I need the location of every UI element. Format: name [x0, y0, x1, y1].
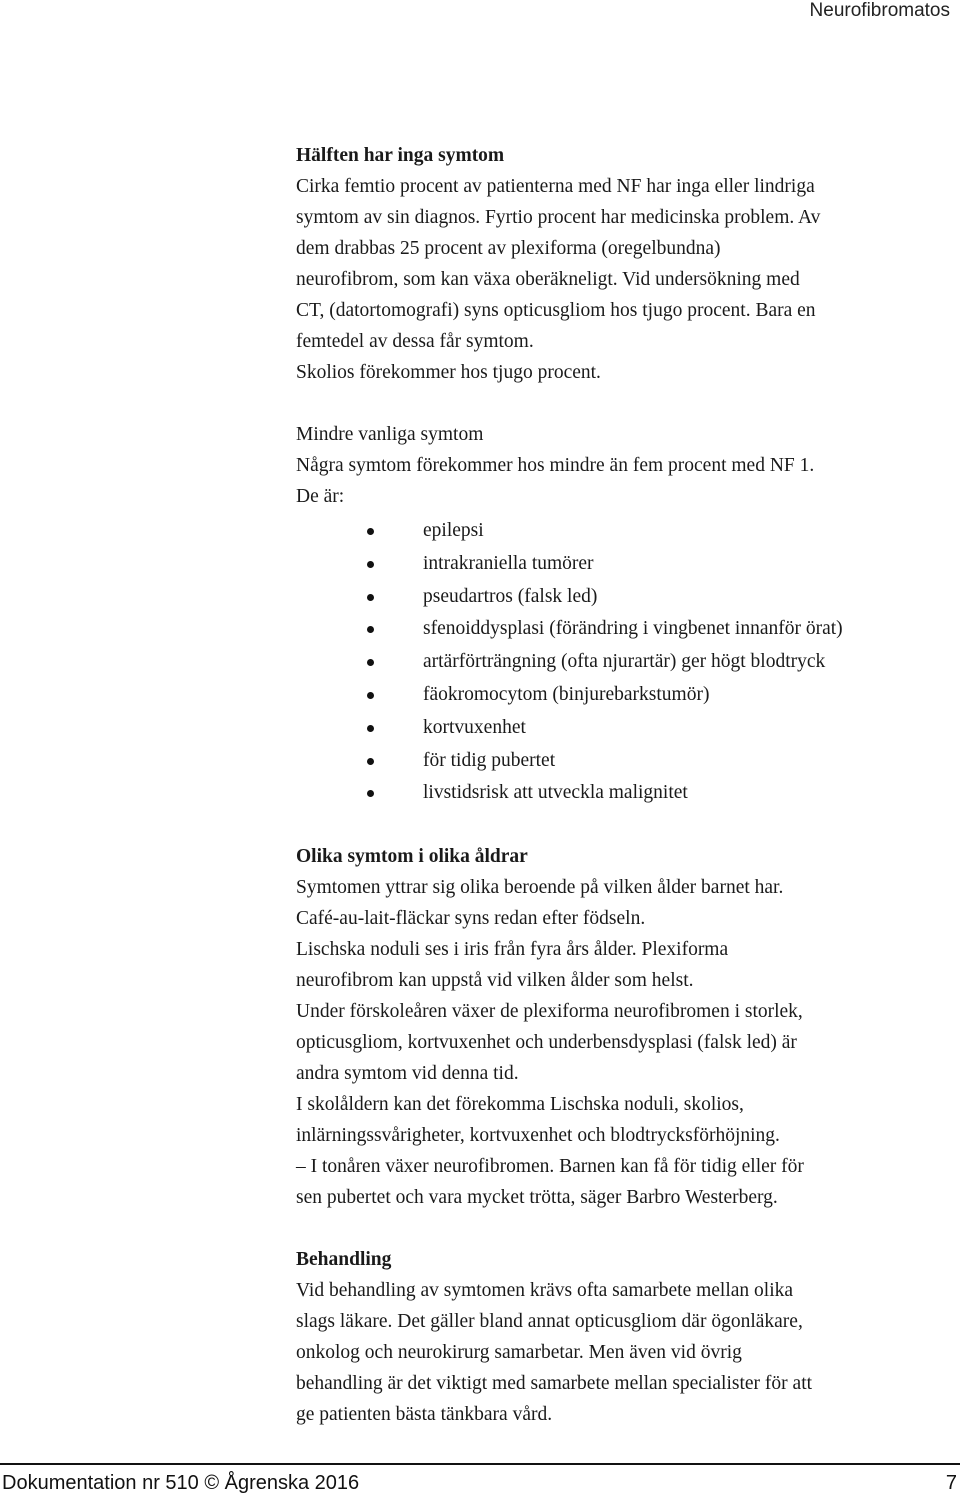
bullet-icon: [367, 561, 374, 568]
page-number: 7: [945, 1472, 957, 1494]
page-content: [296, 140, 936, 1461]
text-line: Vid behandling av symtomen krävs ofta samarbete mellan olika: [296, 1280, 794, 1302]
section-behandling: [296, 1244, 936, 1430]
list-item-text: intrakraniella tumörer: [423, 552, 594, 574]
bullet-icon: [367, 659, 374, 666]
text-line: Symtomen yttrar sig olika beroende på vilken ålder barnet har.: [296, 877, 784, 899]
list-item: [0, 646, 936, 679]
section-heading: Behandling: [296, 1249, 392, 1271]
list-item: [0, 613, 936, 646]
list-item-text: fäokromocytom (binjurebarkstumör): [423, 683, 710, 705]
list-item-text: sfenoiddysplasi (förändring i vingbenet innanför örat): [423, 618, 843, 640]
text-line: Cirka femtio procent av patienterna med NF har inga eller lindriga: [296, 176, 815, 197]
text-line: neurofibrom kan uppstå vid vilken ålder som helst.: [296, 970, 694, 992]
text-line: CT, (datortomografi) syns opticusgliom hos tjugo procent. Bara en: [296, 300, 816, 321]
bullet-icon: [367, 790, 374, 797]
text-line: De är:: [296, 486, 345, 507]
text-line: andra symtom vid denna tid.: [296, 1063, 519, 1085]
section-halften: [296, 140, 936, 388]
list-item: [0, 745, 936, 778]
list-item: [0, 548, 936, 581]
text-line: Under förskoleåren växer de plexiforma neurofibromen i storlek,: [296, 1001, 803, 1023]
list-item-text: för tidig pubertet: [423, 749, 556, 771]
section-mindre-vanliga: [296, 419, 936, 810]
list-item: [0, 515, 936, 548]
text-line: slags läkare. Det gäller bland annat opticusgliom där ögonläkare,: [296, 1311, 803, 1333]
list-item-text: pseudartros (falsk led): [423, 585, 598, 607]
symptom-bullet-list: [0, 515, 936, 810]
text-line: sen pubertet och vara mycket trötta, säger Barbro Westerberg.: [296, 1187, 778, 1209]
text-line: Några symtom förekommer hos mindre än fem procent med NF 1.: [296, 455, 815, 476]
bullet-icon: [367, 594, 374, 601]
text-line: Café-au-lait-fläckar syns redan efter födseln.: [296, 908, 646, 930]
text-line: inlärningssvårigheter, kortvuxenhet och blodtrycksförhöjning.: [296, 1125, 780, 1147]
bullet-icon: [367, 692, 374, 699]
text-line: symtom av sin diagnos. Fyrtio procent har medicinska problem. Av: [296, 207, 821, 228]
footer-divider: [0, 1463, 960, 1465]
text-line: I skolåldern kan det förekomma Lischska noduli, skolios,: [296, 1094, 744, 1116]
text-line: ge patienten bästa tänkbara vård.: [296, 1404, 553, 1426]
list-item-text: kortvuxenhet: [423, 716, 526, 738]
section-heading: Hälften har inga symtom: [296, 145, 505, 166]
text-line: onkolog och neurokirurg samarbetar. Men även vid övrig: [296, 1342, 742, 1364]
section-heading: Olika symtom i olika åldrar: [296, 846, 528, 868]
bullet-icon: [367, 725, 374, 732]
list-item: [0, 777, 936, 810]
bullet-icon: [367, 528, 374, 535]
section-heading: Mindre vanliga symtom: [296, 424, 484, 445]
bullet-icon: [367, 626, 374, 633]
bullet-icon: [367, 758, 374, 765]
text-line: dem drabbas 25 procent av plexiforma (oregelbundna): [296, 238, 721, 259]
text-line: Lischska noduli ses i iris från fyra års ålder. Plexiforma: [296, 939, 729, 961]
text-line: Skolios förekommer hos tjugo procent.: [296, 362, 601, 383]
list-item-text: epilepsi: [423, 520, 484, 541]
list-item: [0, 581, 936, 614]
text-line: femtedel av dessa får symtom.: [296, 331, 534, 352]
list-item: [0, 679, 936, 712]
text-line: neurofibrom, som kan växa oberäkneligt. Vid undersökning med: [296, 269, 800, 290]
list-item-text: livstidsrisk att utveckla malignitet: [423, 782, 688, 804]
list-item: [0, 712, 936, 745]
list-item-text: artärförträngning (ofta njurartär) ger högt blodtryck: [423, 651, 826, 673]
running-header-title: Neurofibromatos: [809, 0, 950, 21]
section-olika-aldrar: [296, 841, 936, 1213]
text-line: – I tonåren växer neurofibromen. Barnen kan få för tidig eller för: [296, 1156, 804, 1178]
text-line: opticusgliom, kortvuxenhet och underbensdysplasi (falsk led) är: [296, 1032, 797, 1054]
text-line: behandling är det viktigt med samarbete mellan specialister för att: [296, 1373, 813, 1395]
footer-publication: Dokumentation nr 510 © Ågrenska 2016: [2, 1472, 360, 1494]
